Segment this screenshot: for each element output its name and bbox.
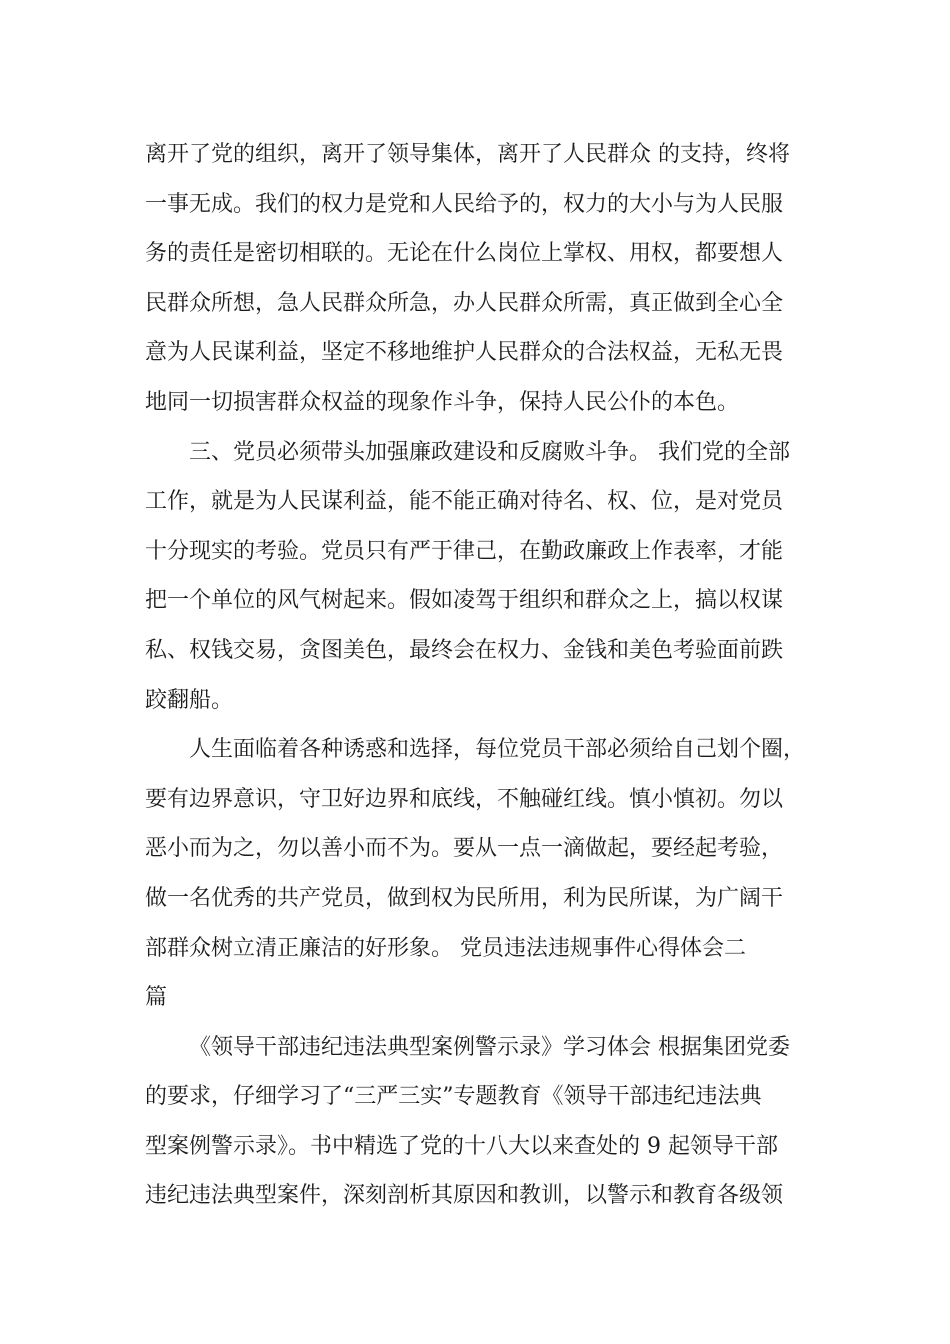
text-line: 工作，就是为人民谋利益，能不能正确对待名、权、位，是对党员 <box>145 489 784 515</box>
text-line: 部群众树立清正廉洁的好形象。 党员违法违规事件心得体会二 <box>145 935 746 961</box>
text-line: 把一个单位的风气树起来。假如凌驾于组织和群众之上，搞以权谋 <box>145 588 784 614</box>
paragraph-start-line: 《领导干部违纪违法典型案例警示录》学习体会 根据集团党委 <box>189 1034 790 1060</box>
text-line: 的要求，仔细学习了“三严三实”专题教育《领导干部违纪违法典 <box>145 1084 762 1110</box>
text-line: 做一名优秀的共产党员，做到权为民所用，利为民所谋，为广阔干 <box>145 885 784 911</box>
text-line: 一事无成。我们的权力是党和人民给予的，权力的大小与为人民服 <box>145 191 784 217</box>
text-line: 型案例警示录》。书中精选了党的十八大以来查处的 9 起领导干部 <box>145 1133 778 1159</box>
text-line: 务的责任是密切相联的。无论在什么岗位上掌权、用权，都要想人 <box>145 241 784 267</box>
text-line: 篇 <box>145 985 168 1011</box>
paragraph-start-line: 三、党员必须带头加强廉政建设和反腐败斗争。 我们党的全部 <box>189 439 790 465</box>
text-line: 要有边界意识，守卫好边界和底线，不触碰红线。慎小慎初。勿以 <box>145 786 784 812</box>
text-line: 恶小而为之，勿以善小而不为。要从一点一滴做起，要经起考验， <box>145 836 784 862</box>
text-line: 意为人民谋利益，坚定不移地维护人民群众的合法权益，无私无畏 <box>145 340 784 366</box>
text-line: 十分现实的考验。党员只有严于律己，在勤政廉政上作表率，才能 <box>145 538 784 564</box>
text-line: 私、权钱交易，贪图美色，最终会在权力、金钱和美色考验面前跌 <box>145 637 784 663</box>
text-line: 离开了党的组织，离开了领导集体，离开了人民群众 的支持，终将 <box>145 142 790 167</box>
text-line: 地同一切损害群众权益的现象作斗争，保持人民公仆的本色。 <box>145 389 740 415</box>
text-line: 跤翻船。 <box>145 687 234 713</box>
paragraph-start-line: 人生面临着各种诱惑和选择，每位党员干部必须给自己划个圈， <box>189 737 806 763</box>
text-line: 违纪违法典型案件，深刻剖析其原因和教训，以警示和教育各级领 <box>145 1183 784 1209</box>
document-body <box>145 130 845 1221</box>
text-line: 民群众所想，急人民群众所急，办人民群众所需，真正做到全心全 <box>145 290 784 316</box>
